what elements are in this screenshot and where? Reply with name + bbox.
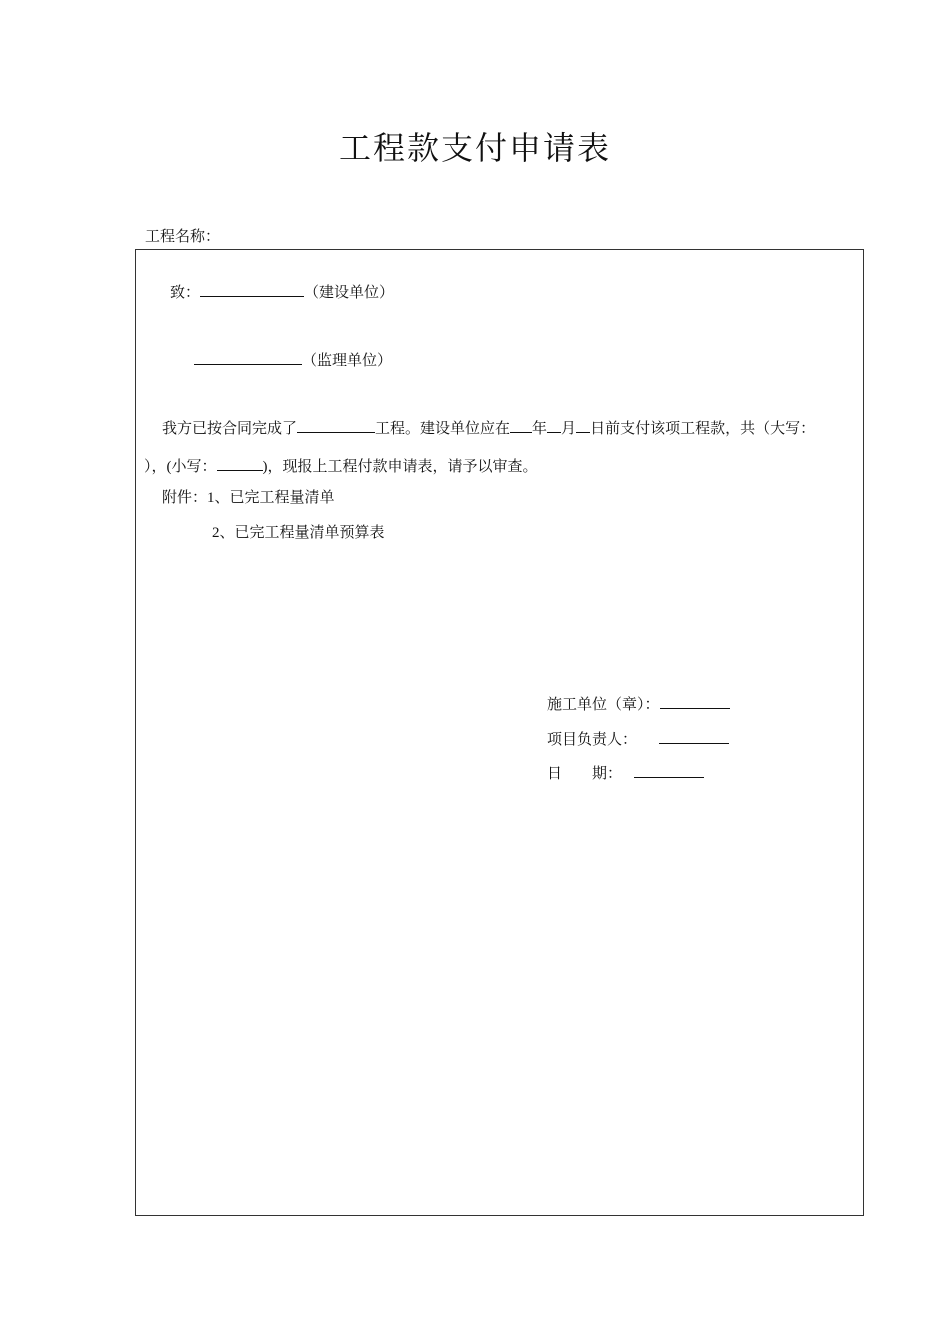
body-part5: 日前支付该项工程款，共（大写： (590, 421, 816, 437)
attachment-line-1 (162, 488, 335, 508)
year-blank[interactable] (510, 417, 532, 433)
amount-small-blank[interactable] (217, 455, 263, 471)
page-title: 工程款支付申请表 (338, 130, 611, 166)
body-line-2 (144, 455, 538, 477)
manager-label: 项目负责人： (547, 732, 638, 748)
work-blank[interactable] (297, 417, 375, 433)
body-part2: 工程。建设单位应在 (375, 421, 511, 437)
manager-line (547, 728, 729, 750)
body-part4: 月 (561, 421, 577, 437)
client-blank[interactable] (200, 281, 304, 297)
client-suffix: （建设单位） (304, 285, 395, 301)
body-part1: 我方已按合同完成了 (162, 421, 298, 437)
supervisor-blank[interactable] (194, 349, 302, 365)
body-line2-start: ），(小写： (144, 459, 217, 475)
supervisor-suffix: （监理单位） (302, 353, 393, 369)
body-line2-end: )，现报上工程付款申请表，请予以审查。 (262, 459, 538, 475)
manager-blank[interactable] (659, 728, 729, 744)
date-blank[interactable] (634, 762, 704, 778)
date-line (547, 762, 704, 784)
body-part3: 年 (532, 421, 548, 437)
contractor-label: 施工单位（章）： (547, 697, 660, 713)
body-line-1 (162, 417, 815, 439)
attachment-item-2: 2、已完工程量清单预算表 (212, 525, 385, 541)
contractor-blank[interactable] (660, 693, 730, 709)
day-blank[interactable] (576, 417, 590, 433)
form-frame (135, 249, 864, 1216)
contractor-line (547, 693, 730, 715)
to-client-line (170, 281, 394, 303)
to-supervisor-line (194, 349, 392, 371)
attachment-line-2 (212, 523, 385, 543)
attachment-item-1: 1、已完工程量清单 (207, 490, 335, 506)
project-name-label: 工程名称： (145, 229, 221, 245)
date-label: 日 期： (547, 766, 623, 782)
attachments-label: 附件： (162, 490, 208, 506)
month-blank[interactable] (547, 417, 561, 433)
to-prefix: 致： (170, 285, 201, 301)
